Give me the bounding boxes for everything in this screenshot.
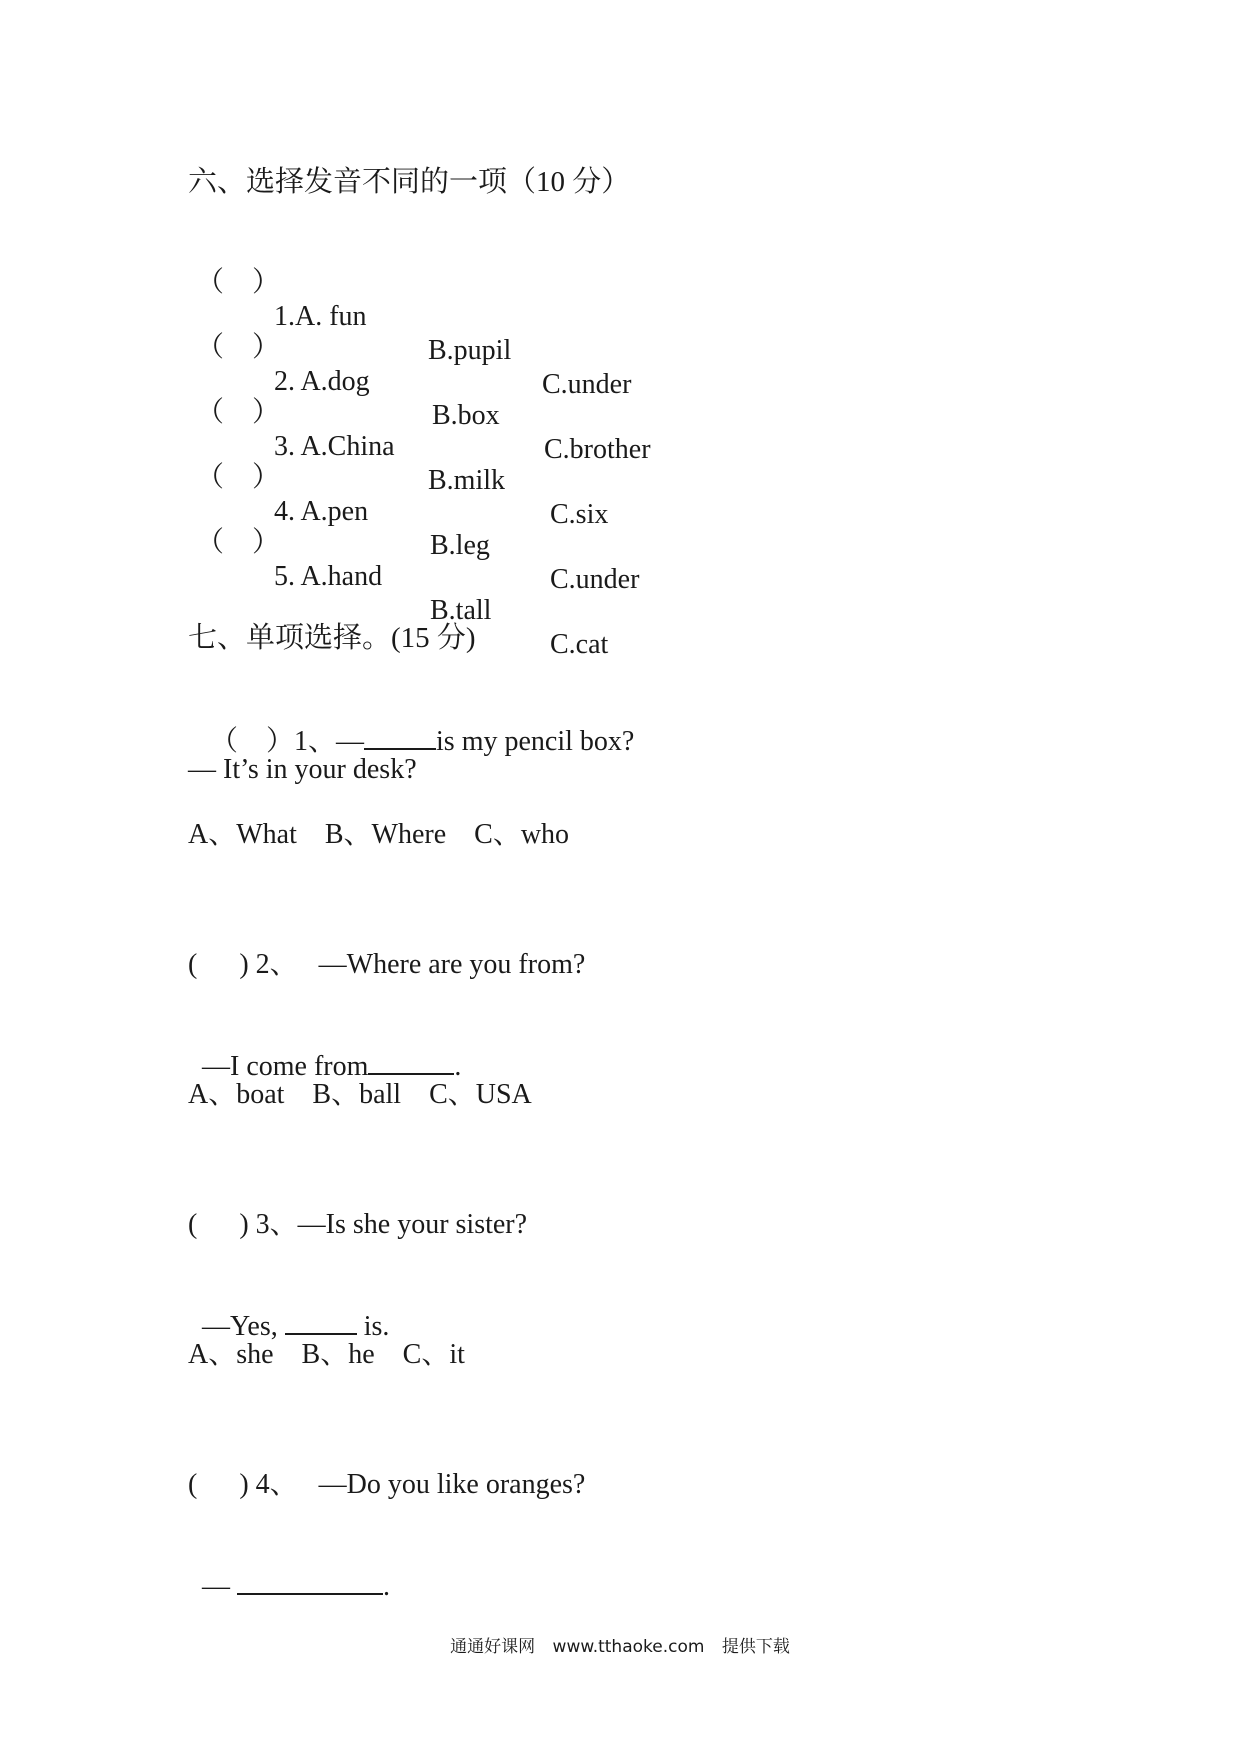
section-6-title: 六、选择发音不同的一项（10 分） [188, 166, 631, 198]
question-4-answer [188, 1533, 390, 1604]
section-7-title: 七、单项选择。(15 分) [188, 622, 476, 654]
answer-suffix: . [383, 1571, 390, 1602]
answer-blank [237, 1567, 383, 1595]
question-3-options: A、she B、he C、it [188, 1339, 465, 1370]
page-footer [0, 1632, 1240, 1657]
footer-url[interactable]: www.tthaoke.com [552, 1637, 705, 1657]
answer-prefix: — [202, 1571, 237, 1602]
answer-blank [364, 722, 436, 750]
question-2: ( ) 2、 —Where are you from? [188, 949, 586, 980]
question-text: is my pencil box? [436, 726, 635, 757]
question-1-options: A、What B、Where C、who [188, 819, 570, 850]
option-b: B.milk [428, 465, 506, 496]
answer-paren: （ ） [196, 267, 281, 298]
question-2-answer [188, 1013, 461, 1084]
option-a: 2. A.dog [274, 366, 370, 397]
option-a: 3. A.China [274, 431, 395, 462]
option-b: B.tall [430, 595, 492, 626]
option-b: B.leg [430, 530, 490, 561]
option-c: C.cat [550, 629, 609, 660]
answer-blank [285, 1307, 357, 1335]
answer-blank [368, 1047, 454, 1075]
question-prefix: （ ）1、— [210, 726, 365, 757]
question-1 [196, 688, 634, 759]
option-c: C.under [542, 369, 632, 400]
option-b: B.box [432, 400, 500, 431]
option-a: 1.A. fun [274, 301, 367, 332]
footer-note: 提供下载 [721, 1637, 790, 1657]
answer-paren: （ ） [196, 462, 281, 493]
option-c: C.brother [544, 434, 651, 465]
answer-paren: （ ） [196, 332, 281, 363]
answer-prefix: —I come from [202, 1051, 369, 1082]
option-a: 4. A.pen [274, 496, 369, 527]
answer-paren: （ ） [196, 397, 281, 428]
question-3: ( ) 3、—Is she your sister? [188, 1209, 528, 1240]
question-1-answer: — It’s in your desk? [188, 754, 417, 785]
option-a: 5. A.hand [274, 561, 383, 592]
answer-prefix: —Yes, [202, 1311, 285, 1342]
question-4: ( ) 4、 —Do you like oranges? [188, 1469, 586, 1500]
footer-site-name: 通通好课网 [450, 1637, 536, 1657]
option-c: C.under [550, 564, 640, 595]
question-2-options: A、boat B、ball C、USA [188, 1079, 532, 1110]
answer-paren: （ ） [196, 527, 281, 558]
answer-suffix: . [454, 1051, 462, 1082]
question-3-answer [188, 1273, 389, 1344]
option-b: B.pupil [428, 335, 512, 366]
answer-suffix: is. [356, 1311, 390, 1342]
option-c: C.six [550, 499, 609, 530]
